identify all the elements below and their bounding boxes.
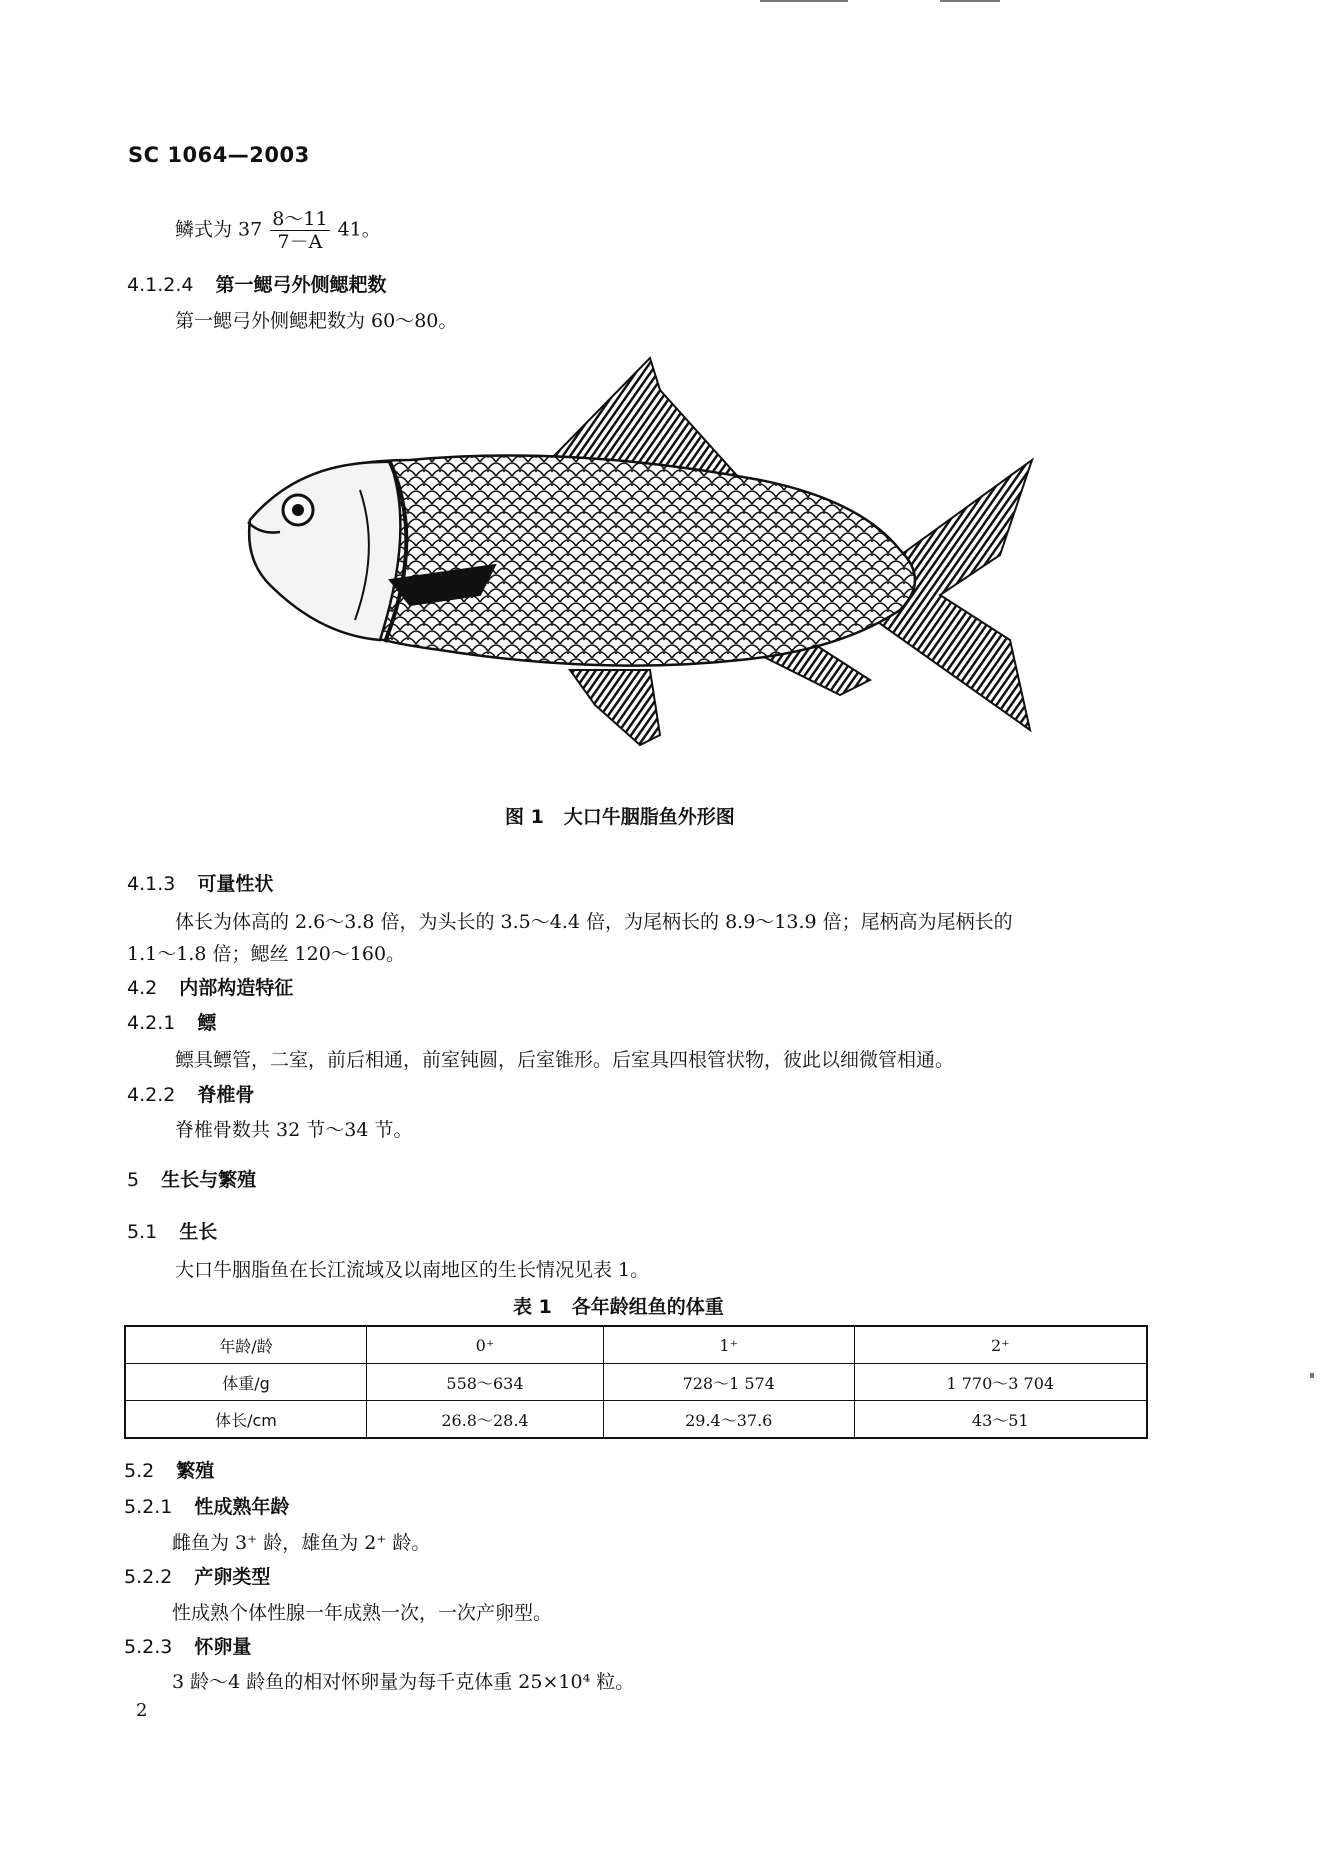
section-413-line1: 体长为体高的 2.6～3.8 倍，为头长的 3.5～4.4 倍，为尾柄长的 8.9～13.9 倍；尾柄高为尾柄长的 [175, 911, 1013, 933]
section-number: 4.2.2 [127, 1084, 176, 1106]
table-cell: 1 770～3 704 [854, 1364, 1147, 1401]
section-title: 生长 [179, 1221, 218, 1243]
section-title: 产卵类型 [194, 1566, 271, 1588]
section-52-heading [124, 1456, 214, 1483]
section-title: 繁殖 [176, 1460, 215, 1482]
table-cell: 体重/g [125, 1364, 367, 1401]
section-422-text: 脊椎骨数共 32 节～34 节。 [175, 1119, 413, 1141]
section-51-heading [127, 1217, 217, 1244]
section-413-heading [127, 869, 273, 896]
scale-formula-suffix: 41。 [337, 218, 381, 241]
section-522-text: 性成熟个体性腺一年成熟一次，一次产卵型。 [172, 1602, 553, 1624]
table-header-cell: 年龄/龄 [125, 1326, 367, 1364]
section-521-heading [124, 1492, 289, 1519]
scan-artifact [940, 0, 1000, 2]
standard-code: SC 1064—2003 [128, 143, 310, 167]
table-cell: 体长/cm [125, 1401, 367, 1439]
section-number: 5.1 [127, 1221, 158, 1243]
section-number: 5.2 [124, 1460, 155, 1482]
figure-1-caption [505, 802, 735, 829]
section-number: 5.2.1 [124, 1496, 173, 1518]
figure-label: 图 1 [505, 806, 544, 828]
section-number: 4.1.2.4 [127, 274, 194, 296]
section-523-heading [124, 1632, 251, 1659]
scan-artifact [1310, 1373, 1314, 1378]
section-413-line2: 1.1～1.8 倍；鳃丝 120～160。 [127, 943, 406, 965]
section-number: 4.2.1 [127, 1012, 176, 1034]
pelvic-fin [570, 670, 660, 745]
table-cell: 558～634 [367, 1364, 604, 1401]
table-title: 各年龄组鱼的体重 [571, 1296, 724, 1318]
scale-formula-denominator: 7－A [277, 231, 323, 253]
scan-artifact [760, 0, 848, 2]
figure-title: 大口牛胭脂鱼外形图 [563, 806, 735, 828]
fish-illustration [240, 350, 1040, 750]
scale-formula-numerator: 8～11 [272, 208, 328, 230]
scale-formula [175, 208, 381, 253]
table-header-cell: 2⁺ [854, 1326, 1147, 1364]
scale-formula-fraction [270, 208, 329, 253]
table-cell: 43～51 [854, 1401, 1147, 1439]
table-header-row [125, 1326, 1147, 1364]
section-title: 第一鳃弓外侧鳃耙数 [215, 274, 387, 296]
section-4124-heading [127, 270, 387, 297]
table-row [125, 1364, 1147, 1401]
section-421-heading [127, 1008, 216, 1035]
section-number: 5.2.3 [124, 1636, 173, 1658]
section-number: 5 [127, 1169, 140, 1191]
table-cell: 728～1 574 [603, 1364, 854, 1401]
table-1-caption [513, 1292, 724, 1319]
section-422-heading [127, 1080, 254, 1107]
section-title: 脊椎骨 [197, 1084, 255, 1106]
section-4124-text: 第一鳃弓外侧鳃耙数为 60～80。 [175, 310, 458, 332]
section-5-heading [127, 1165, 256, 1192]
section-42-heading [127, 973, 293, 1000]
section-522-heading [124, 1562, 270, 1589]
section-title: 性成熟年龄 [194, 1496, 290, 1518]
section-title: 内部构造特征 [179, 977, 294, 999]
section-51-text: 大口牛胭脂鱼在长江流域及以南地区的生长情况见表 1。 [175, 1259, 650, 1281]
section-number: 4.1.3 [127, 873, 176, 895]
section-number: 4.2 [127, 977, 158, 999]
section-title: 生长与繁殖 [161, 1169, 257, 1191]
scale-formula-prefix: 鳞式为 37 [175, 218, 263, 241]
section-title: 可量性状 [197, 873, 274, 895]
growth-table [124, 1325, 1148, 1439]
table-label: 表 1 [513, 1296, 552, 1318]
table-header-cell: 1⁺ [603, 1326, 854, 1364]
section-421-text: 鳔具鳔管，二室，前后相通，前室钝圆，后室锥形。后室具四根管状物，彼此以细微管相通。 [175, 1049, 955, 1071]
table-cell: 29.4～37.6 [603, 1401, 854, 1439]
page-number: 2 [136, 1700, 148, 1721]
section-521-text: 雌鱼为 3⁺ 龄，雄鱼为 2⁺ 龄。 [172, 1532, 431, 1554]
section-title: 鳔 [197, 1012, 217, 1034]
section-number: 5.2.2 [124, 1566, 173, 1588]
section-523-text: 3 龄～4 龄鱼的相对怀卵量为每千克体重 25×10⁴ 粒。 [172, 1671, 635, 1693]
table-cell: 26.8～28.4 [367, 1401, 604, 1439]
fish-head [249, 462, 400, 640]
table-header-cell: 0⁺ [367, 1326, 604, 1364]
table-row [125, 1401, 1147, 1439]
section-title: 怀卵量 [194, 1636, 252, 1658]
